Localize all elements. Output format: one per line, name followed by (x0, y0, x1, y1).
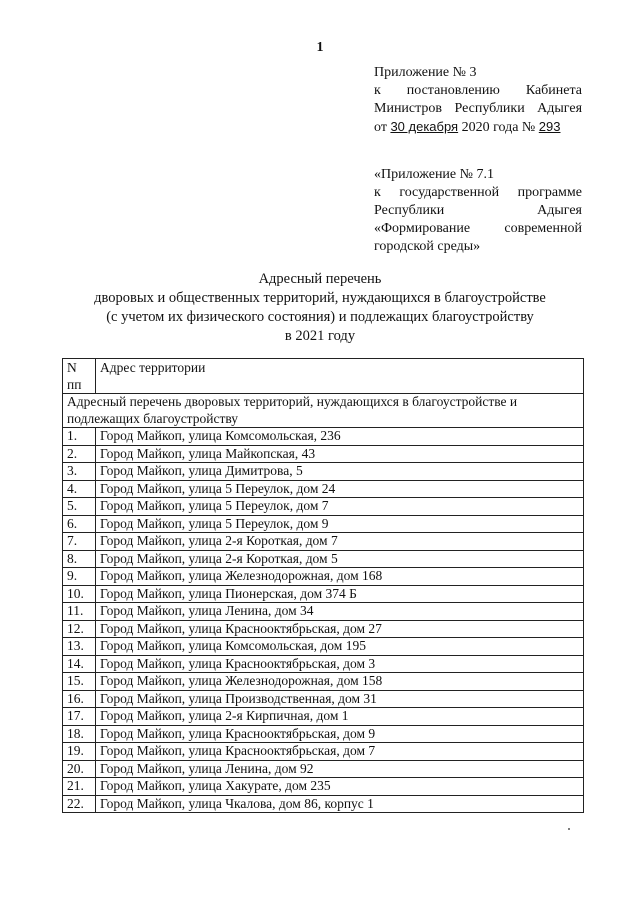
table-row (63, 708, 584, 726)
row-number: 10. (63, 585, 96, 603)
row-number: 1. (63, 428, 96, 446)
row-address: Город Майкоп, улица Майкопская, 43 (96, 445, 584, 463)
row-number: 9. (63, 568, 96, 586)
appendix-7-title: «Приложение № 7.1 (374, 167, 494, 182)
row-number: 21. (63, 778, 96, 796)
table-row (63, 445, 584, 463)
row-address: Город Майкоп, улица Краснооктябрьская, дом 7 (96, 743, 584, 761)
row-address: Город Майкоп, улица Пионерская, дом 374 Б (96, 585, 584, 603)
row-number: 12. (63, 620, 96, 638)
row-number: 13. (63, 638, 96, 656)
address-table (62, 358, 584, 813)
document-title (0, 270, 640, 346)
table-row (63, 795, 584, 813)
appendix-3-line2: к постановлению Кабинета (374, 83, 583, 98)
appendix-7-line4: «Формирование современной (374, 221, 582, 236)
handwritten-number: 293 (538, 119, 561, 134)
row-number: 8. (63, 550, 96, 568)
table-row (63, 550, 584, 568)
table-row (63, 585, 584, 603)
header-number-cell: N пп (63, 359, 96, 394)
table-row (63, 480, 584, 498)
row-address: Город Майкоп, улица 5 Переулок, дом 7 (96, 498, 584, 516)
row-address: Город Майкоп, улица Хакурате, дом 235 (96, 778, 584, 796)
appendix-3-line3: Министров Республики Адыгея (374, 101, 583, 116)
row-address: Город Майкоп, улица Краснооктябрьская, дом 3 (96, 655, 584, 673)
handwritten-date: 30 декабря (390, 119, 459, 134)
table-row (63, 533, 584, 551)
section-heading-cell: Адресный перечень дворовых территорий, нуждающихся в благоустройстве и подлежащих благоустройству (63, 394, 584, 428)
appendix-7-header (374, 166, 582, 256)
row-number: 11. (63, 603, 96, 621)
row-number: 5. (63, 498, 96, 516)
table-row (63, 603, 584, 621)
row-number: 14. (63, 655, 96, 673)
table-row (63, 515, 584, 533)
section-row (63, 394, 584, 428)
row-number: 22. (63, 795, 96, 813)
row-address: Город Майкоп, улица 2-я Кирпичная, дом 1 (96, 708, 584, 726)
row-address: Город Майкоп, улица Димитрова, 5 (96, 463, 584, 481)
row-number: 7. (63, 533, 96, 551)
title-line-2: дворовых и общественных территорий, нуждающихся в благоустройстве (94, 290, 546, 306)
row-number: 16. (63, 690, 96, 708)
row-address: Город Майкоп, улица 5 Переулок, дом 24 (96, 480, 584, 498)
appendix-7-line5: городской среды» (374, 239, 481, 254)
date-suffix: 2020 года № (461, 120, 536, 135)
table-row (63, 568, 584, 586)
table-row (63, 463, 584, 481)
table-row (63, 778, 584, 796)
table-row (63, 428, 584, 446)
table-row (63, 673, 584, 691)
date-prefix: от (374, 120, 387, 135)
row-number: 17. (63, 708, 96, 726)
row-number: 15. (63, 673, 96, 691)
row-address: Город Майкоп, улица 2-я Короткая, дом 5 (96, 550, 584, 568)
row-number: 6. (63, 515, 96, 533)
row-address: Город Майкоп, улица Ленина, дом 92 (96, 760, 584, 778)
row-address: Город Майкоп, улица Железнодорожная, дом 158 (96, 673, 584, 691)
table-row (63, 620, 584, 638)
title-line-4: в 2021 году (284, 328, 356, 344)
appendix-7-line3: Республики Адыгея (374, 203, 582, 218)
table-row (63, 690, 584, 708)
row-address: Город Майкоп, улица Ленина, дом 34 (96, 603, 584, 621)
appendix-3-date-line (374, 118, 582, 137)
row-address: Город Майкоп, улица Комсомольская, дом 195 (96, 638, 584, 656)
table-row (63, 743, 584, 761)
appendix-3-title: Приложение № 3 (374, 65, 477, 80)
row-address: Город Майкоп, улица 2-я Короткая, дом 7 (96, 533, 584, 551)
header-address-cell: Адрес территории (96, 359, 584, 394)
row-address: Город Майкоп, улица Железнодорожная, дом 168 (96, 568, 584, 586)
row-address: Город Майкоп, улица Производственная, дом 31 (96, 690, 584, 708)
table-header-row (63, 359, 584, 394)
row-number: 4. (63, 480, 96, 498)
table-row (63, 725, 584, 743)
row-number: 2. (63, 445, 96, 463)
table-row (63, 760, 584, 778)
table-body (63, 428, 584, 813)
table-row (63, 638, 584, 656)
row-address: Город Майкоп, улица Краснооктябрьская, дом 27 (96, 620, 584, 638)
row-address: Город Майкоп, улица Чкалова, дом 86, корпус 1 (96, 795, 584, 813)
scan-speck (568, 828, 570, 830)
row-number: 3. (63, 463, 96, 481)
row-address: Город Майкоп, улица Комсомольская, 236 (96, 428, 584, 446)
table-row (63, 655, 584, 673)
row-number: 18. (63, 725, 96, 743)
table-row (63, 498, 584, 516)
page-number: 1 (316, 40, 324, 55)
appendix-7-line2: к государственной программе (374, 185, 582, 200)
row-number: 19. (63, 743, 96, 761)
title-line-3: (с учетом их физического состояния) и подлежащих благоустройству (106, 309, 534, 325)
row-number: 20. (63, 760, 96, 778)
row-address: Город Майкоп, улица Краснооктябрьская, дом 9 (96, 725, 584, 743)
row-address: Город Майкоп, улица 5 Переулок, дом 9 (96, 515, 584, 533)
title-line-1: Адресный перечень (258, 271, 382, 287)
appendix-3-header (374, 64, 582, 137)
